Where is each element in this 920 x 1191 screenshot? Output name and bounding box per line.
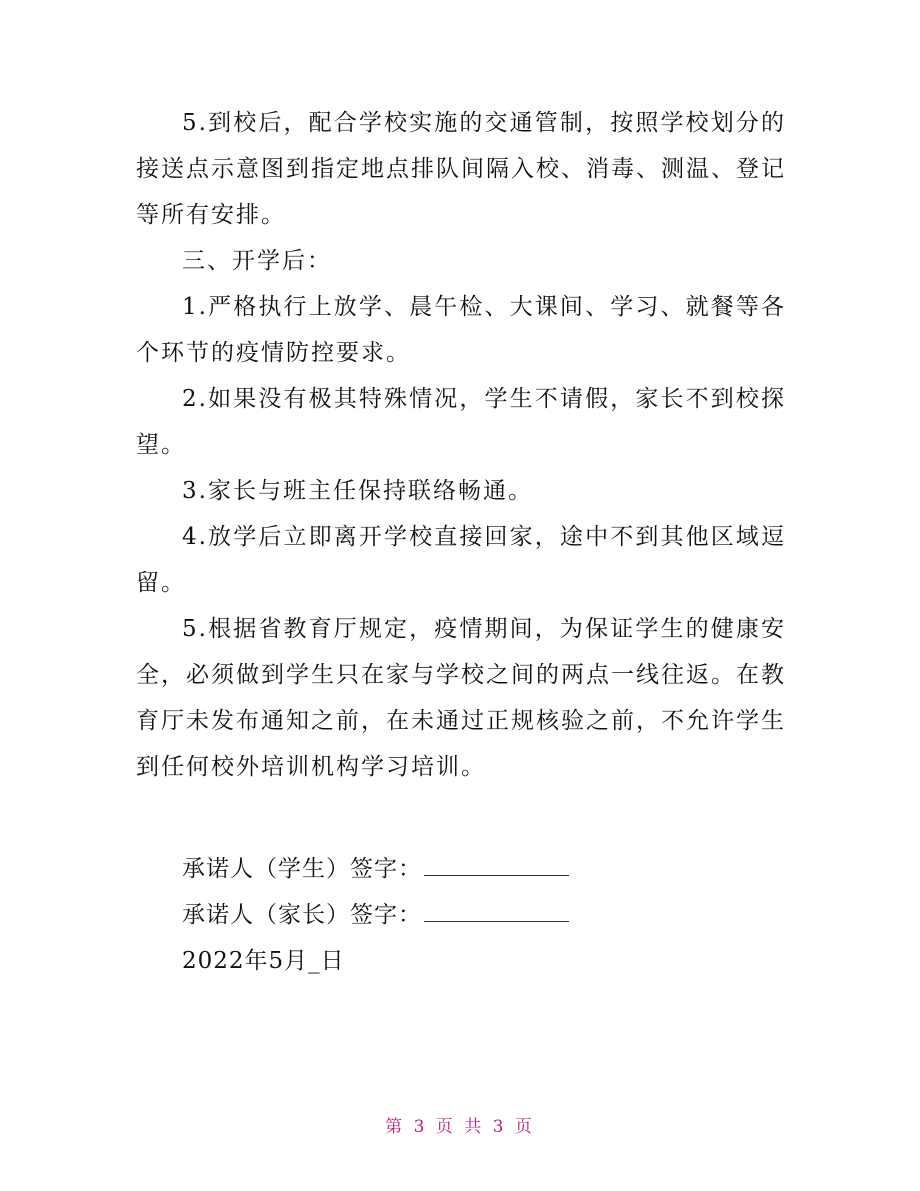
signature-date: 2022年5月_日 (182, 948, 345, 974)
student-signature-line (182, 846, 782, 892)
item-5-education-rule: 5.根据省教育厅规定，疫情期间，为保证学生的健康安全，必须做到学生只在家与学校之间的两点一线往返。在教育厅未发布通知之前，在未通过正规核验之前，不允许学生到任何校外培训机构学习培训。 (136, 616, 786, 780)
section-heading-after-school-start: 三、开学后： (182, 248, 332, 274)
item-3-contact-teacher: 3.家长与班主任保持联络畅通。 (182, 478, 533, 504)
parent-signature-line (182, 892, 782, 938)
parent-signature-label: 承诺人（家长）签字： (182, 902, 422, 928)
item-5-arrival: 5.到校后，配合学校实施的交通管制，按照学校划分的接送点示意图到指定地点排队间隔入校、消毒、测温、登记等所有安排。 (136, 110, 786, 228)
parent-signature-blank[interactable] (424, 897, 569, 922)
page-footer: 第 3 页 共 3 页 (385, 1117, 535, 1137)
student-signature-label: 承诺人（学生）签字： (182, 856, 422, 882)
item-2-no-leave: 2.如果没有极其特殊情况，学生不请假，家长不到校探望。 (136, 386, 786, 458)
signature-block (182, 846, 782, 984)
document-body (136, 100, 786, 790)
item-1-epidemic-control: 1.严格执行上放学、晨午检、大课间、学习、就餐等各个环节的疫情防控要求。 (136, 294, 786, 366)
student-signature-blank[interactable] (424, 851, 569, 876)
item-4-go-home: 4.放学后立即离开学校直接回家，途中不到其他区域逗留。 (136, 524, 786, 596)
